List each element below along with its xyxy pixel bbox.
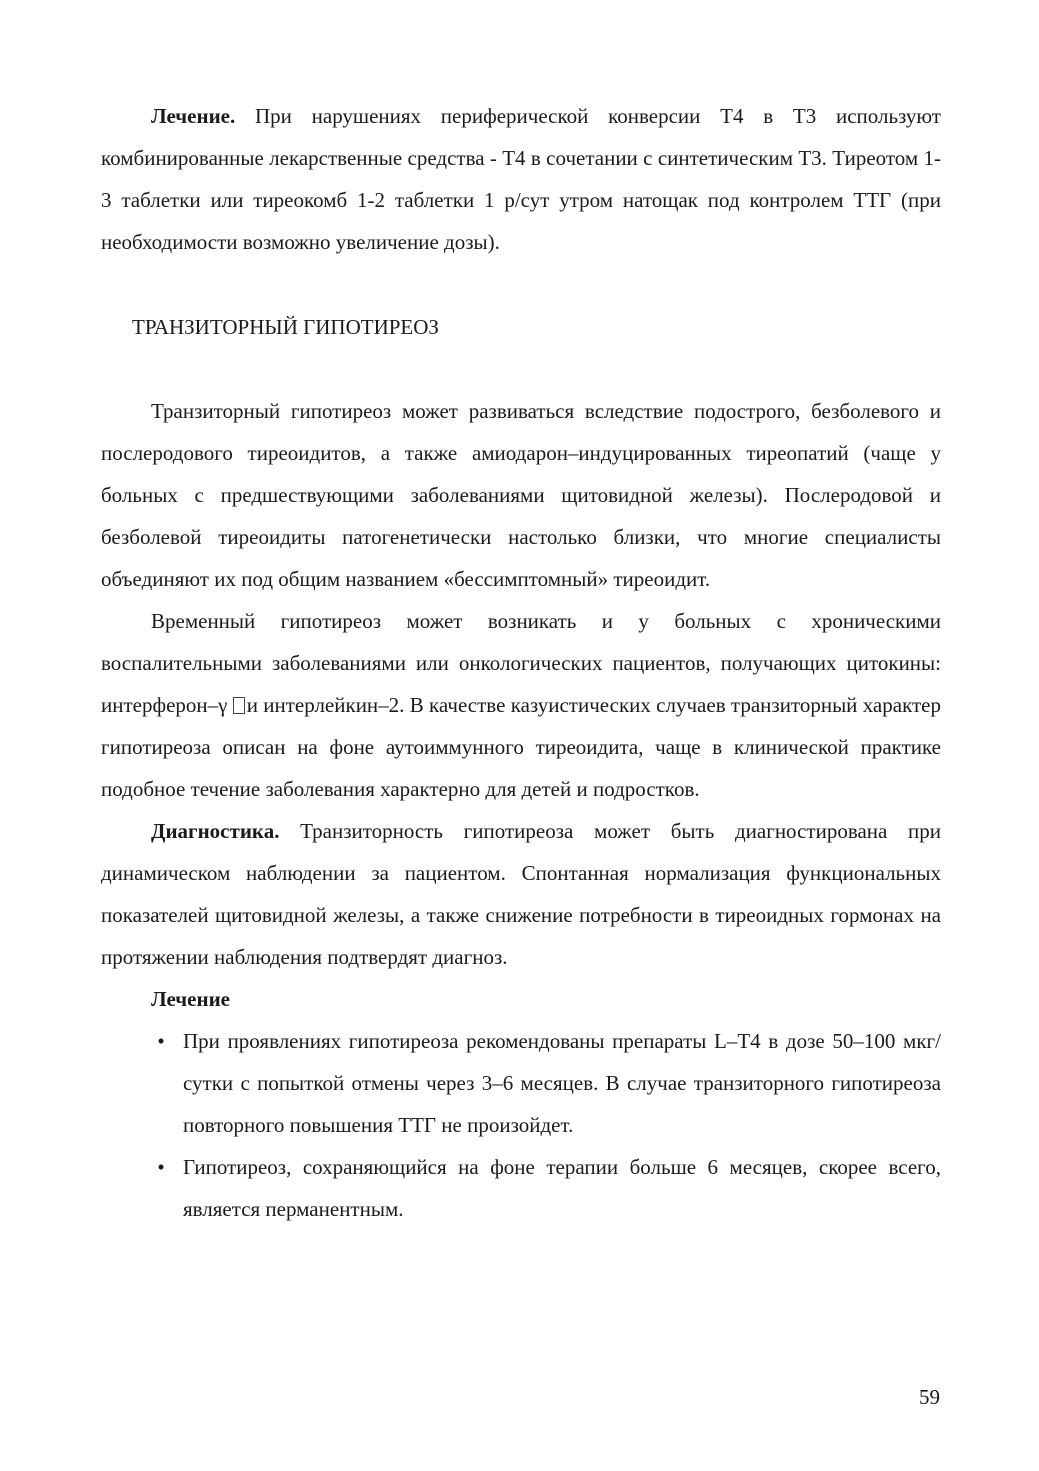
temporary-hypothyroidism-paragraph <box>101 600 941 810</box>
treatment-list <box>101 1020 941 1230</box>
list-item <box>101 1020 941 1146</box>
temporary-text-before: Временный гипотиреоз может возникать и у больных с хроническими воспалительными заболеваниями или онкологических пациентов, получающих цитокины: интерферон–γ <box>101 609 941 717</box>
diagnostics-label: Диагностика. <box>151 819 280 843</box>
diagnostics-paragraph <box>101 810 941 978</box>
list-item <box>101 1146 941 1230</box>
transient-hypothyroidism-paragraph: Транзиторный гипотиреоз может развиваться вследствие подострого, безболевого и послеродового тиреоидитов, а также амиодарон–индуцированных тиреопатий (чаще у больных с предшествующими заболеваниями щитовидной железы). Послеродовой и безболевой тиреоидиты патогенетически настолько близки, что многие специалисты объединяют их под общим названием «бессимптомный» тиреоидит. <box>101 399 941 591</box>
treatment-paragraph <box>101 95 941 263</box>
page-number: 59 <box>919 1385 940 1409</box>
list-item-text: Гипотиреоз, сохраняющийся на фоне терапии больше 6 месяцев, скорее всего, является перманентным. <box>183 1155 941 1221</box>
section-heading: ТРАНЗИТОРНЫЙ ГИПОТИРЕОЗ <box>132 315 439 339</box>
missing-glyph-icon <box>233 697 245 714</box>
treatment-subheading: Лечение <box>151 987 230 1011</box>
bullet-icon: • <box>157 1029 165 1053</box>
treatment-text: При нарушениях периферической конверсии Т4 в Т3 используют комбинированные лекарственные средства - Т4 в сочетании с синтетическим Т3. Тиреотом 1-3 таблетки или тиреокомб 1-2 таблетки 1 р/сут утром натощак под контролем ТТГ (при необходимости возможно увеличение дозы). <box>101 104 941 254</box>
document-page <box>101 95 941 1230</box>
list-item-text: При проявлениях гипотиреоза рекомендованы препараты L–T4 в дозе 50–100 мкг/сутки с попыткой отмены через 3–6 месяцев. В случае транзиторного гипотиреоза повторного повышения ТТГ не произойдет. <box>183 1029 941 1137</box>
diagnostics-text: Транзиторность гипотиреоза может быть диагностирована при динамическом наблюдении за пациентом. Спонтанная нормализация функциональных показателей щитовидной железы, а также снижение потребности в тиреоидных гормонах на протяжении наблюдения подтвердят диагноз. <box>101 819 941 969</box>
bullet-icon: • <box>157 1155 165 1179</box>
treatment-label: Лечение. <box>151 104 236 128</box>
temporary-text-after: и интерлейкин–2. В качестве казуистических случаев транзиторный характер гипотиреоза описан на фоне аутоиммунного тиреоидита, чаще в клинической практике подобное течение заболевания характерно для детей и подростков. <box>101 693 941 801</box>
